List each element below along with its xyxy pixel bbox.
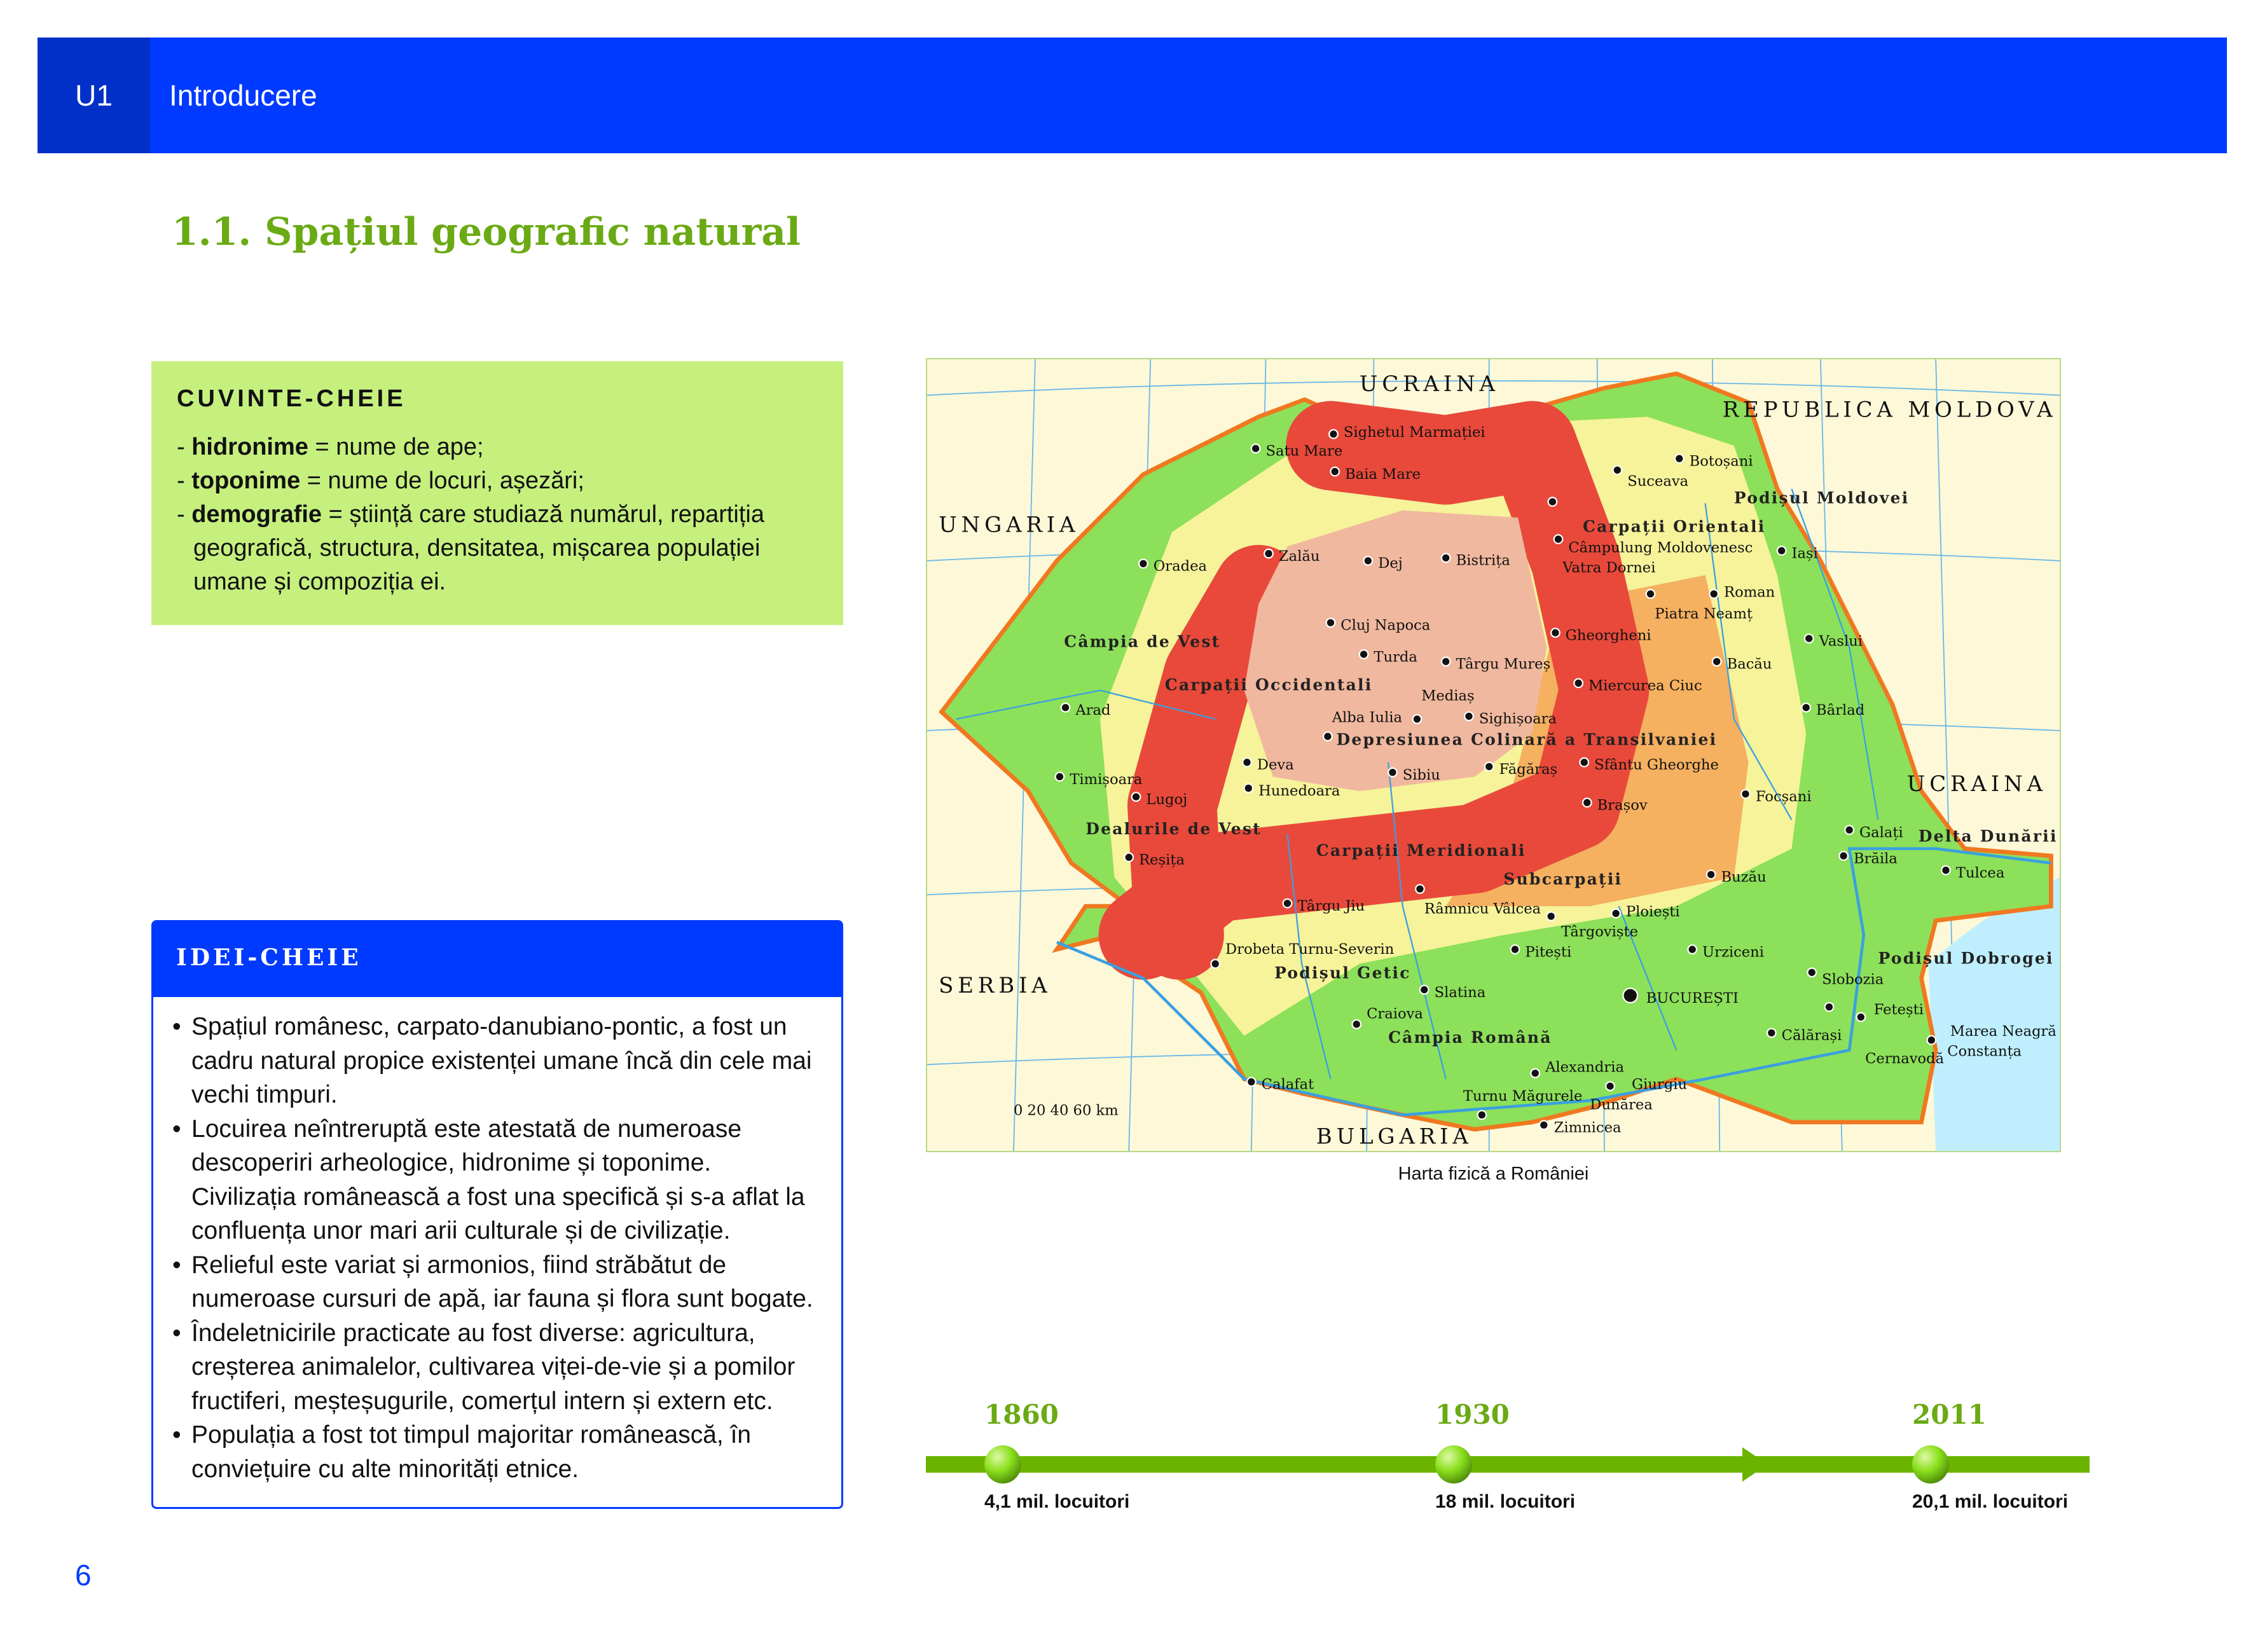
city-label: Calafat [1261, 1076, 1314, 1093]
city-marker [1807, 968, 1816, 977]
city-marker [1707, 871, 1716, 879]
city-label: Zimnicea [1554, 1119, 1622, 1136]
unit-number: U1 [38, 38, 150, 153]
city-marker [1360, 650, 1368, 659]
city-marker [1464, 712, 1473, 721]
city-label: Reșița [1139, 851, 1185, 869]
city-marker [1675, 454, 1684, 463]
city-marker [1478, 1111, 1487, 1120]
keyword-item: - demografie = știință care studiază numărul, repartiția geografică, structura, densitatea, mișcarea populației umane și compoziția ei. [177, 501, 764, 595]
keyword-term: toponime [191, 467, 301, 494]
key-ideas-box [151, 920, 843, 1509]
timeline-arrowhead [1742, 1447, 1768, 1482]
city-label: Târgu Jiu [1297, 897, 1365, 914]
city-label: Târgoviște [1561, 923, 1639, 940]
city-marker [1845, 825, 1854, 834]
city-marker [1413, 715, 1422, 724]
city-label: Suceava [1627, 473, 1689, 490]
keyword-item: - hidronime = nume de ape; [177, 434, 484, 460]
city-label: Pitești [1525, 944, 1572, 961]
city-label: Slobozia [1822, 971, 1884, 988]
timeline-marker [1435, 1445, 1472, 1483]
city-label: Câmpulung Moldovenesc [1568, 539, 1753, 556]
unit-title: Introducere [169, 79, 317, 112]
map-graphic [927, 359, 2060, 1151]
keyword-definition: = știință care studiază numărul, repartiția geografică, structura, densitatea, mișcarea populației umane și compoziția ei. [193, 501, 764, 595]
city-label: Cluj Napoca [1340, 617, 1431, 634]
city-marker [1712, 657, 1721, 666]
city-marker [1825, 1003, 1834, 1012]
city-marker [1554, 535, 1563, 544]
city-label: BUCUREȘTI [1646, 989, 1739, 1007]
city-marker [1777, 546, 1786, 555]
map-scale: 0 20 40 60 km [1013, 1102, 1119, 1119]
key-idea-item: • Îndeletnicirile practicate au fost diverse: agricultura, creșterea animalelor, cultivarea viței-de-vie și a pomilor fructiferi, meșteșugurile, comerțul intern și extern etc. [172, 1316, 822, 1419]
city-marker [1330, 467, 1339, 476]
city-marker [1767, 1029, 1776, 1038]
city-label: Sibiu [1402, 766, 1440, 783]
keyword-item: - toponime = nume de locuri, așezări; [177, 467, 584, 494]
city-label: Gheorgheni [1565, 627, 1651, 644]
city-marker [1352, 1020, 1361, 1029]
city-marker [1741, 790, 1750, 799]
label-country-ukraine-south: UCRAINA [1906, 771, 2047, 797]
label-black-sea: Marea Neagră [1950, 1022, 2057, 1040]
city-label: Alexandria [1545, 1059, 1624, 1076]
city-label: Arad [1075, 702, 1111, 719]
city-marker [1583, 798, 1592, 807]
label-eastern-carpathians: Carpații Orientali [1582, 517, 1766, 536]
label-country-hungary: UNGARIA [939, 512, 1080, 538]
city-label: Râmnicu Vâlcea [1424, 900, 1541, 918]
city-label: Turda [1374, 649, 1417, 666]
city-marker [1364, 556, 1373, 565]
city-label: Sfântu Gheorghe [1594, 757, 1719, 774]
timeline-population: 20,1 mil. locuitori [1912, 1491, 2069, 1512]
city-marker [1547, 912, 1555, 921]
city-marker [1805, 634, 1814, 643]
keyword-term: demografie [191, 501, 322, 528]
city-marker [1251, 444, 1260, 453]
city-label: Miercurea Ciuc [1588, 677, 1702, 694]
city-label: Craiova [1367, 1005, 1423, 1022]
city-label: Baia Mare [1345, 465, 1421, 483]
city-marker [1611, 909, 1620, 918]
label-country-moldova: REPUBLICA MOLDOVA [1722, 397, 2057, 423]
label-country-serbia: SERBIA [939, 973, 1052, 998]
city-marker [1244, 784, 1253, 793]
city-label: Sighișoara [1478, 710, 1557, 727]
city-label: Bacău [1726, 656, 1772, 673]
city-marker [1061, 703, 1070, 712]
city-marker [1531, 1069, 1540, 1078]
timeline-year: 1860 [984, 1399, 1059, 1430]
city-label: Mediaș [1421, 687, 1475, 705]
timeline-year: 1930 [1435, 1399, 1510, 1430]
city-label: Satu Mare [1265, 443, 1343, 460]
label-country-bulgaria: BULGARIA [1316, 1124, 1473, 1150]
city-marker [1548, 497, 1557, 506]
label-western-plain: Câmpia de Vest [1064, 632, 1221, 651]
key-ideas-list [172, 1010, 822, 1486]
label-romanian-plain: Câmpia Română [1388, 1028, 1552, 1047]
city-label: Roman [1724, 584, 1775, 601]
city-label: Dej [1378, 555, 1403, 572]
city-label: Bistrița [1456, 552, 1510, 569]
city-marker [1606, 1082, 1615, 1091]
city-label: Târgu Mureș [1456, 656, 1551, 673]
city-marker [1857, 1013, 1866, 1022]
city-marker [1540, 1120, 1548, 1129]
physical-map-romania [926, 358, 2061, 1152]
city-label: Bârlad [1816, 702, 1865, 719]
city-label: Botoșani [1689, 453, 1753, 470]
city-marker [1211, 960, 1220, 968]
city-marker [1688, 945, 1697, 954]
key-ideas-heading: IDEI-CHEIE [153, 922, 841, 997]
city-marker [1613, 466, 1622, 475]
city-label: Zalău [1278, 547, 1320, 565]
city-marker [1132, 792, 1141, 801]
timeline-marker [1912, 1445, 1949, 1483]
unit-header [38, 38, 2227, 153]
city-marker [1551, 628, 1560, 637]
city-marker [1623, 988, 1637, 1003]
key-idea-item: • Locuirea neîntreruptă este atestată de numeroase descoperiri arheologice, hidronime și toponime. Civilizația românească a fost una specifică și s-a aflat la confluența unor mari arii culturale și de civilizație. [172, 1112, 822, 1248]
key-idea-item: • Spațiul românesc, carpato-danubiano-pontic, a fost un cadru natural propice existenței umane încă din cele mai vechi timpuri. [172, 1010, 822, 1112]
city-label: Brașov [1597, 797, 1648, 814]
label-moldavian-plateau: Podișul Moldovei [1733, 488, 1910, 507]
city-label: Buzău [1721, 869, 1767, 886]
label-western-carpathians: Carpații Occidentali [1164, 675, 1373, 694]
city-label: Iași [1791, 545, 1818, 562]
city-label: Călărași [1781, 1027, 1842, 1044]
city-marker [1839, 851, 1848, 860]
city-label: Vaslui [1819, 633, 1863, 650]
city-label: Brăila [1853, 850, 1898, 867]
city-marker [1326, 618, 1335, 627]
timeline-population: 18 mil. locuitori [1435, 1491, 1576, 1512]
label-subcarpathians: Subcarpații [1503, 870, 1623, 889]
city-label: Urziceni [1702, 944, 1765, 961]
city-marker [1388, 768, 1397, 777]
city-label: Deva [1257, 757, 1294, 774]
city-marker [1323, 732, 1332, 741]
city-label: Piatra Neamț [1655, 605, 1753, 623]
city-label: Lugoj [1146, 791, 1188, 808]
label-dobrogea-plateau: Podișul Dobrogei [1878, 949, 2054, 968]
city-marker [1574, 679, 1583, 688]
city-marker [1283, 899, 1292, 908]
city-label: Galați [1859, 824, 1903, 841]
city-marker [1264, 549, 1273, 558]
city-label: Cernavodă [1865, 1050, 1945, 1067]
section-title: 1.1. Spațiul geografic natural [172, 210, 801, 254]
keywords-box [151, 361, 843, 625]
label-getic-plateau: Podișul Getic [1274, 963, 1411, 982]
city-marker [1646, 589, 1655, 598]
city-label: Vatra Dornei [1562, 560, 1656, 577]
label-danube-delta: Delta Dunării [1918, 827, 2058, 846]
keyword-term: hidronime [191, 434, 308, 460]
city-label: Fetești [1873, 1001, 1924, 1018]
key-idea-item: • Relieful este variat și armonios, fiind străbătut de numeroase cursuri de apă, iar fauna și flora sunt bogate. [172, 1248, 822, 1316]
city-marker [1709, 589, 1718, 598]
city-marker [1329, 430, 1338, 439]
city-label: Ploiești [1625, 904, 1680, 921]
city-label: Tulcea [1955, 864, 2005, 881]
city-label: Constanța [1947, 1043, 2022, 1060]
map-caption: Harta fizică a României [1398, 1164, 1589, 1184]
city-label: Drobeta Turnu-Severin [1225, 940, 1395, 958]
city-marker [1927, 1036, 1936, 1045]
city-label: Sighetul Marmației [1343, 424, 1485, 441]
label-country-ukraine: UCRAINA [1359, 371, 1499, 397]
keyword-definition: = nume de locuri, așezări; [300, 467, 584, 494]
city-marker [1941, 866, 1950, 875]
page-number: 6 [75, 1559, 92, 1592]
city-label: Oradea [1153, 558, 1208, 575]
city-label: Făgăraș [1499, 761, 1558, 778]
keyword-definition: = nume de ape; [308, 434, 484, 460]
label-western-hills: Dealurile de Vest [1085, 820, 1262, 838]
city-marker [1580, 758, 1588, 767]
city-marker [1243, 758, 1251, 767]
city-label: Hunedoara [1258, 782, 1340, 799]
timeline-population: 4,1 mil. locuitori [984, 1491, 1130, 1512]
key-idea-item: • Populația a fost tot timpul majoritar românească, în conviețuire cu alte minorități etnice. [172, 1418, 822, 1486]
city-marker [1416, 885, 1424, 893]
city-marker [1511, 945, 1520, 954]
timeline-marker [984, 1445, 1021, 1483]
keywords-heading: CUVINTE-CHEIE [177, 385, 406, 412]
city-marker [1056, 773, 1064, 781]
city-marker [1485, 762, 1494, 771]
city-marker [1442, 657, 1450, 666]
city-label: Giurgiu [1632, 1076, 1688, 1093]
city-marker [1139, 560, 1148, 568]
city-label: Timișoara [1070, 771, 1143, 788]
city-label: Alba Iulia [1332, 709, 1402, 726]
timeline-year: 2011 [1912, 1399, 1987, 1430]
city-label: Focșani [1755, 788, 1812, 805]
city-marker [1442, 554, 1450, 563]
city-label: Turnu Măgurele [1463, 1087, 1583, 1105]
city-label: Slatina [1434, 984, 1486, 1001]
city-marker [1802, 703, 1810, 712]
label-danube: Dunărea [1590, 1096, 1653, 1113]
city-marker [1247, 1078, 1256, 1087]
label-transylvania: Depresiunea Colinară a Transilvaniei [1336, 730, 1718, 749]
city-marker [1124, 853, 1133, 862]
city-marker [1420, 986, 1429, 995]
label-southern-carpathians: Carpații Meridionali [1316, 841, 1526, 860]
